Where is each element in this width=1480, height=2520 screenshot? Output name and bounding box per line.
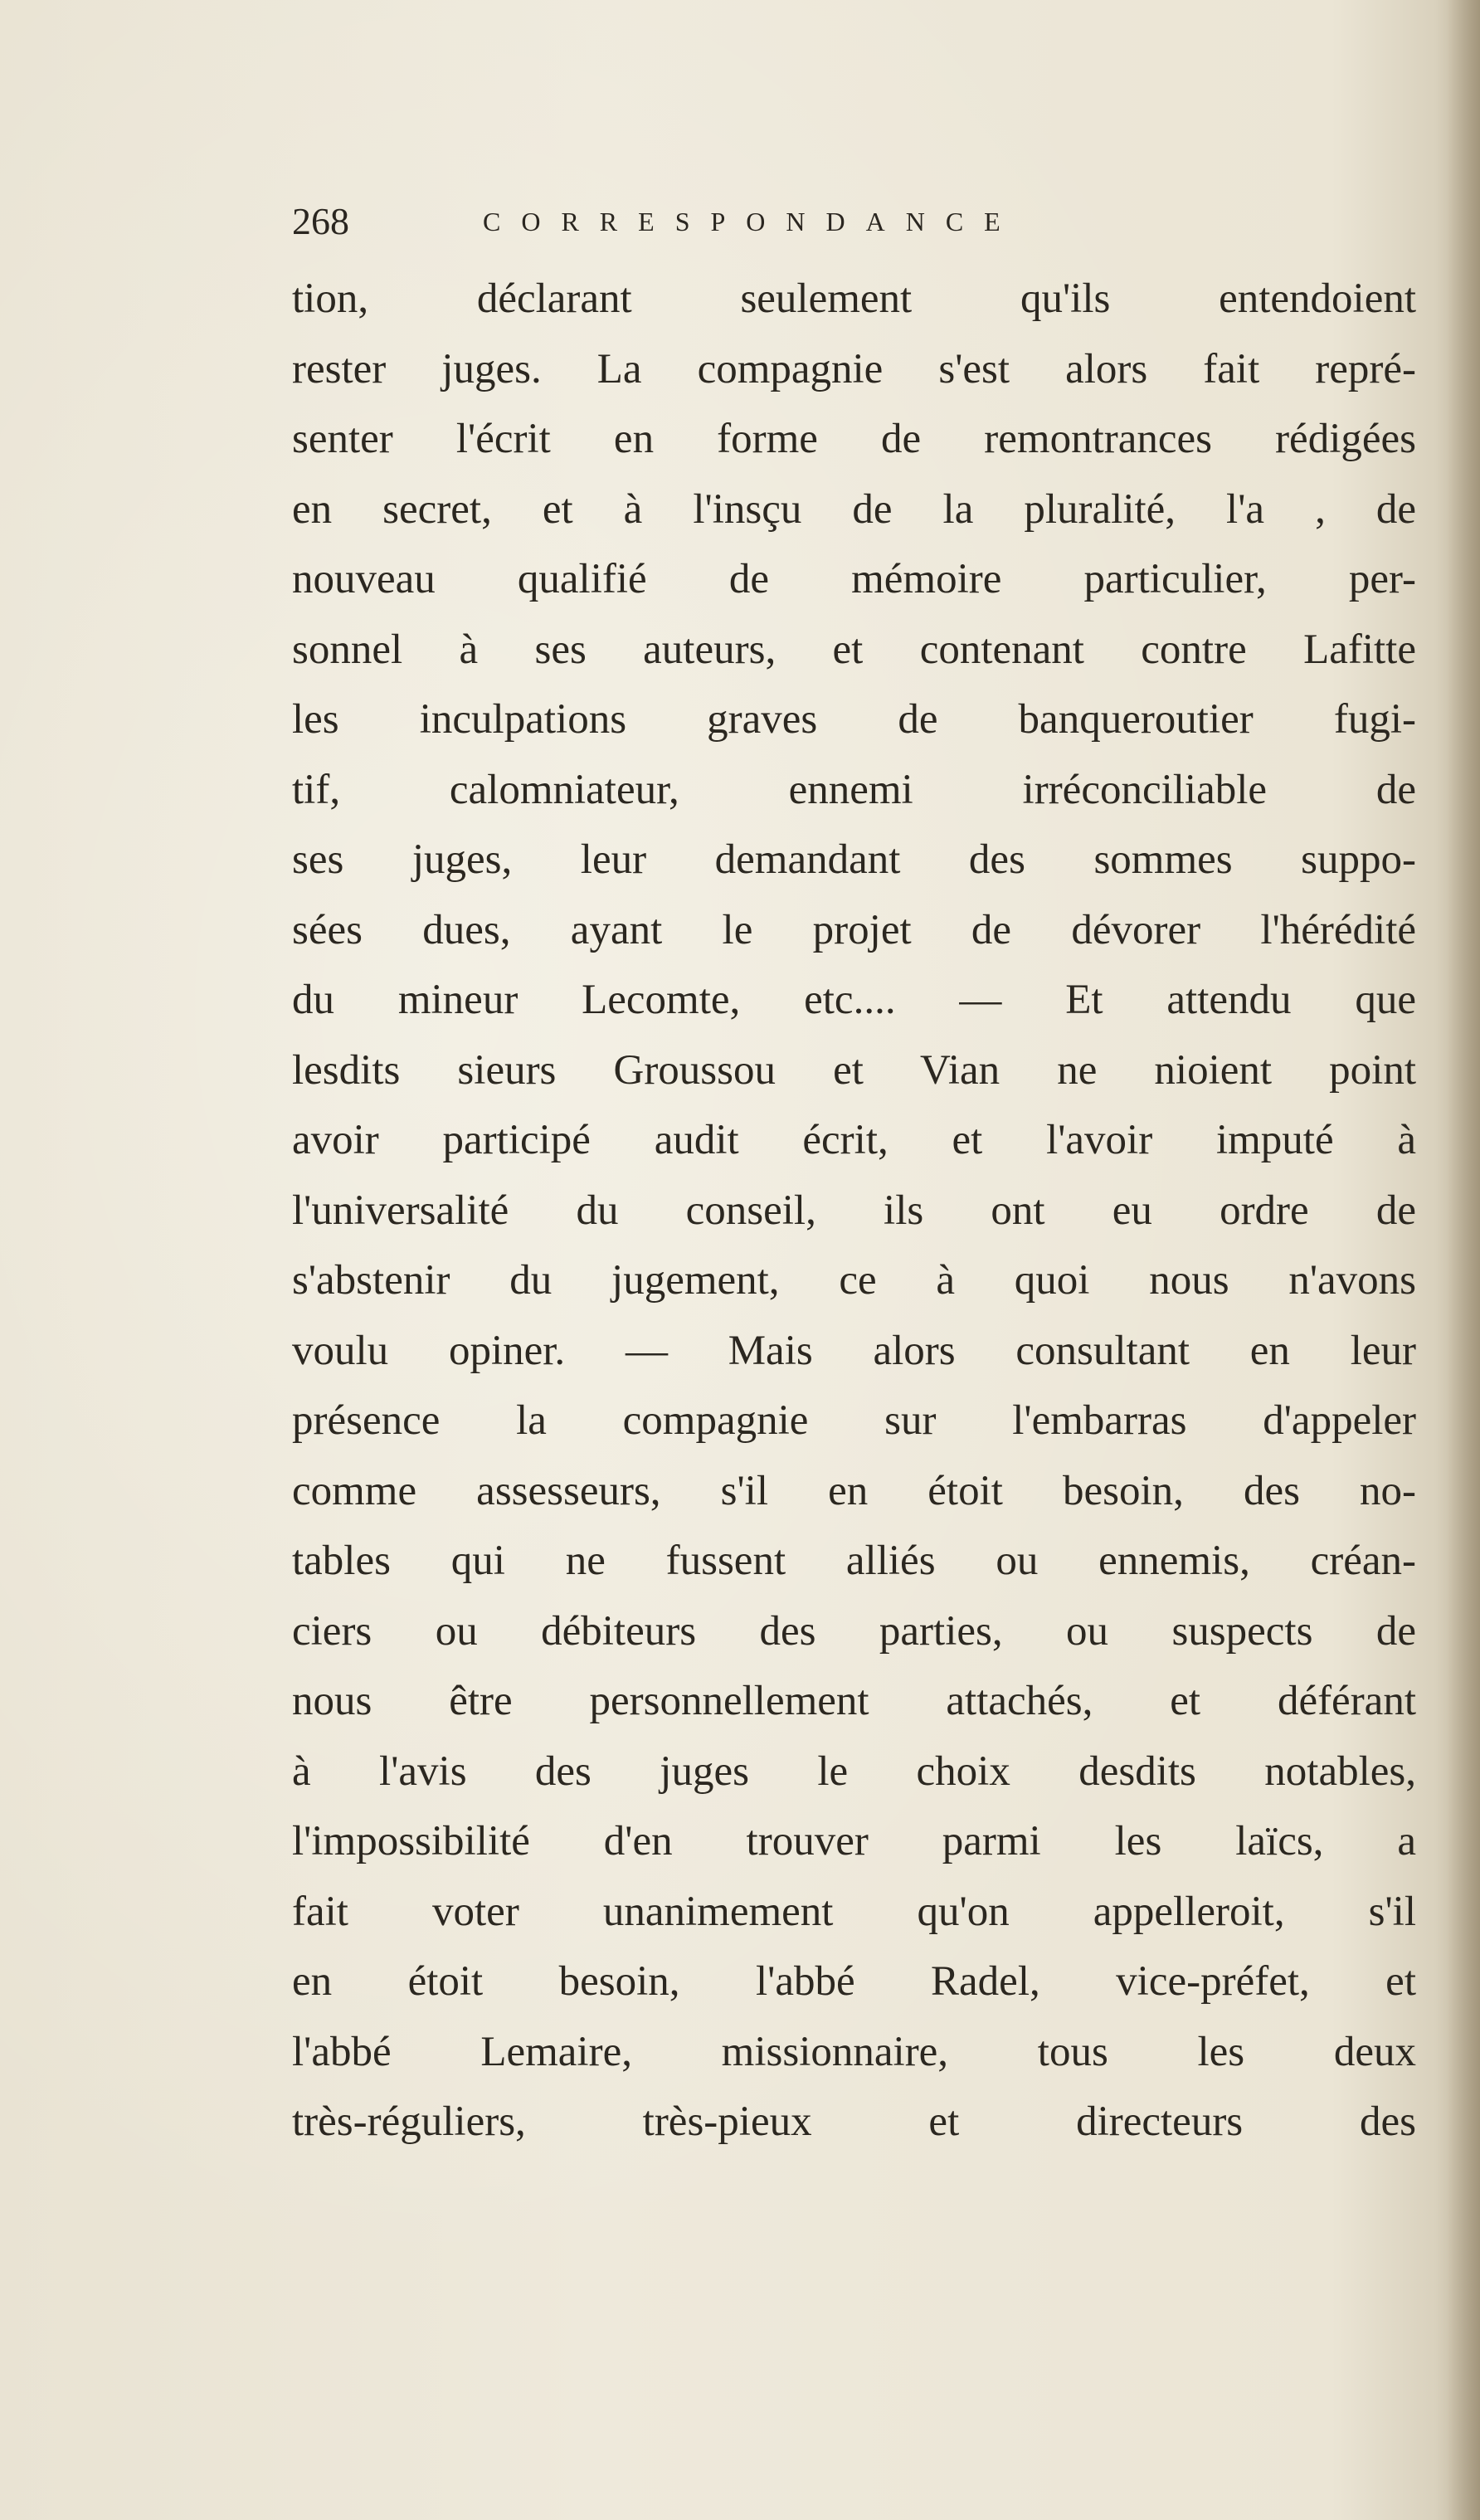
text-line: présence la compagnie sur l'embarras d'appeler — [292, 1397, 1416, 1444]
body-text — [292, 264, 1416, 2157]
text-line: senter l'écrit en forme de remontrances rédigées — [292, 416, 1416, 462]
text-line: rester juges. La compagnie s'est alors fait repré- — [292, 345, 1416, 392]
text-line: l'universalité du conseil, ils ont eu ordre de — [292, 1187, 1416, 1234]
text-line: fait voter unanimement qu'on appelleroit, s'il — [292, 1888, 1416, 1935]
text-line: en secret, et à l'insçu de la pluralité, l'a , de — [292, 485, 1416, 533]
text-line: comme assesseurs, s'il en étoit besoin, des no- — [292, 1467, 1416, 1514]
text-line: tables qui ne fussent alliés ou ennemis, créan- — [292, 1538, 1416, 1584]
text-line: ses juges, leur demandant des sommes suppo- — [292, 836, 1416, 883]
page-edge-shadow — [1447, 0, 1480, 2520]
text-line: les inculpations graves de banqueroutier fugi- — [292, 696, 1416, 743]
text-line: s'abstenir du jugement, ce à quoi nous n'avons — [292, 1257, 1416, 1304]
text-line: lesdits sieurs Groussou et Vian ne nioient point — [292, 1046, 1416, 1094]
text-line: très-réguliers, très-pieux et directeurs des — [292, 2098, 1416, 2145]
text-line: sonnel à ses auteurs, et contenant contre Lafitte — [292, 626, 1416, 673]
text-line: en étoit besoin, l'abbé Radel, vice-préfet, et — [292, 1958, 1416, 2005]
text-line: l'abbé Lemaire, missionnaire, tous les deux — [292, 2028, 1416, 2075]
text-line: du mineur Lecomte, etc.... — Et attendu que — [292, 977, 1416, 1023]
text-line: l'impossibilité d'en trouver parmi les laïcs, a — [292, 1818, 1416, 1864]
text-line: nous être personnellement attachés, et déférant — [292, 1678, 1416, 1724]
running-head: CORRESPONDANCE — [483, 207, 1021, 236]
text-line: nouveau qualifié de mémoire particulier, per- — [292, 556, 1416, 602]
page-number: 268 — [292, 200, 349, 242]
text-line: sées dues, ayant le projet de dévorer l'hérédité — [292, 906, 1416, 953]
text-line: ciers ou débiteurs des parties, ou suspects de — [292, 1607, 1416, 1655]
text-line: voulu opiner. — Mais alors consultant en leur — [292, 1327, 1416, 1374]
text-line: avoir participé audit écrit, et l'avoir imputé à — [292, 1117, 1416, 1163]
text-line: à l'avis des juges le choix desdits notables, — [292, 1747, 1416, 1795]
text-line: tion, déclarant seulement qu'ils entendoient — [292, 275, 1416, 322]
text-line: tif, calomniateur, ennemi irréconciliable de — [292, 766, 1416, 813]
page-header — [292, 193, 1420, 251]
